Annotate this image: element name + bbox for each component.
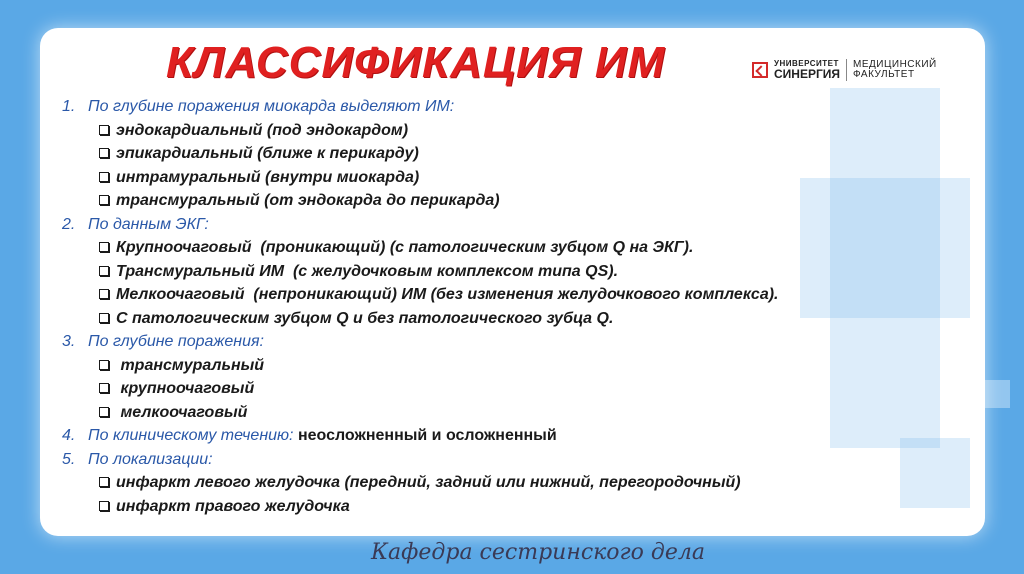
checkbox-bullet-icon — [99, 383, 109, 393]
checkbox-bullet-icon — [99, 407, 109, 417]
faculty-line1: МЕДИЦИНСКИЙ — [853, 58, 937, 70]
checkbox-bullet-icon — [99, 242, 109, 252]
classification-list — [62, 95, 779, 518]
list-item: инфаркт правого желудочка — [62, 495, 779, 519]
logo-divider — [846, 59, 847, 81]
list-item: эндокардиальный (под эндокардом) — [62, 119, 779, 143]
department-footer: Кафедра сестринского дела — [371, 540, 705, 565]
checkbox-bullet-icon — [99, 266, 109, 276]
list-item: С патологическим зубцом Q и без патологического зубца Q. — [62, 307, 779, 331]
list-item: крупноочаговый — [62, 377, 779, 401]
section-heading: 2. По данным ЭКГ: — [62, 215, 209, 233]
list-item: трансмуральный — [62, 354, 779, 378]
checkbox-bullet-icon — [99, 360, 109, 370]
checkbox-bullet-icon — [99, 477, 109, 487]
list-item: Крупноочаговый (проникающий) (с патологическим зубцом Q на ЭКГ). — [62, 236, 779, 260]
decorative-cross — [900, 438, 970, 508]
checkbox-bullet-icon — [99, 195, 109, 205]
checkbox-bullet-icon — [99, 501, 109, 511]
section-heading: 5. По локализации: — [62, 450, 213, 468]
slide-card — [40, 28, 985, 536]
checkbox-bullet-icon — [99, 289, 109, 299]
logo-line2: СИНЕРГИЯ — [774, 67, 841, 81]
list-item: инфаркт левого желудочка (передний, задний или нижний, перегородочный) — [62, 471, 779, 495]
synergy-logo-icon — [752, 62, 768, 78]
section-heading: 3. По глубине поражения: — [62, 333, 264, 350]
checkbox-bullet-icon — [99, 125, 109, 135]
logo-line1: УНИВЕРСИТЕТ — [774, 59, 839, 68]
list-item: трансмуральный (от эндокарда до перикарда) — [62, 189, 779, 213]
checkbox-bullet-icon — [99, 313, 109, 323]
page-title: КЛАССИФИКАЦИЯ ИМ — [166, 38, 666, 87]
decorative-cross — [830, 88, 940, 448]
list-item: мелкоочаговый — [62, 401, 779, 425]
list-item: эпикардиальный (ближе к перикарду) — [62, 142, 779, 166]
list-item: интрамуральный (внутри миокарда) — [62, 166, 779, 190]
section-heading-value: неосложненный и осложненный — [297, 427, 557, 444]
list-item: Мелкоочаговый (непроникающий) ИМ (без изменения желудочкового комплекса). — [62, 283, 779, 307]
list-item: Трансмуральный ИМ (с желудочковым комплексом типа QS). — [62, 260, 779, 284]
university-logo — [752, 58, 937, 82]
checkbox-bullet-icon — [99, 148, 109, 158]
section-heading: 4. По клиническому течению: неосложненный и осложненный — [62, 427, 557, 444]
section-heading: 1. По глубине поражения миокарда выделяют ИМ: — [62, 98, 455, 115]
checkbox-bullet-icon — [99, 172, 109, 182]
faculty-line2: ФАКУЛЬТЕТ — [853, 69, 915, 80]
